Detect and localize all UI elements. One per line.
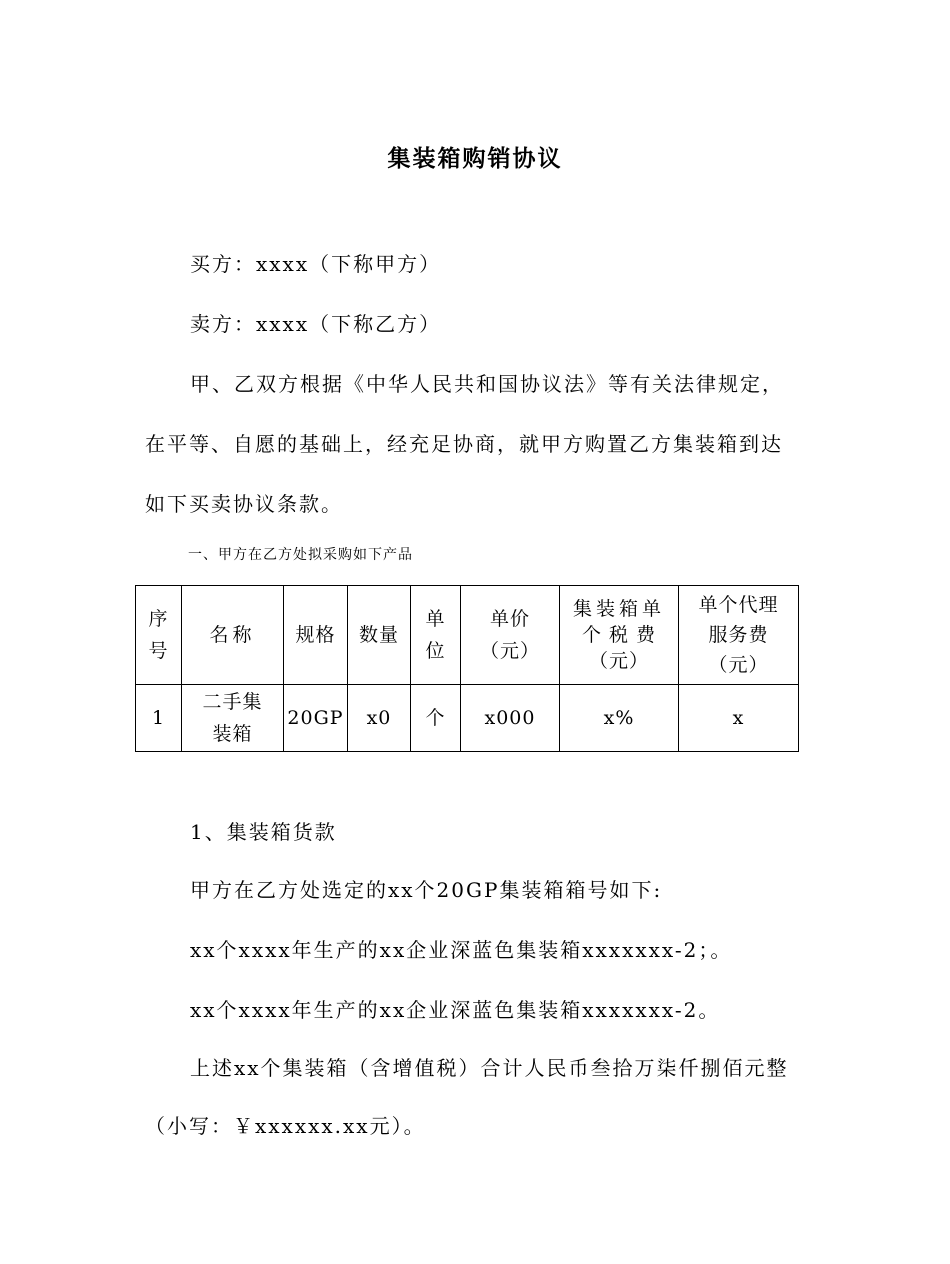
clause-1-paragraph-1: 甲方在乙方处选定的xx个20GP集装箱箱号如下: — [190, 878, 663, 902]
document-title: 集装箱购销协议 — [387, 145, 563, 172]
products-table — [135, 585, 799, 752]
cell-qty: x0 — [348, 685, 411, 752]
header-price-line2: （元） — [479, 640, 540, 662]
header-spec-text: 规格 — [295, 624, 336, 646]
clause-1-heading: 1、集装箱货款 — [190, 820, 337, 844]
table-header-row — [136, 586, 799, 685]
section-1-heading: 一、甲方在乙方处拟采购如下产品 — [188, 547, 413, 563]
header-unit — [411, 586, 461, 685]
cell-agent-fee: x — [679, 685, 799, 752]
header-unit-line1: 单 — [425, 608, 446, 630]
header-tax-line1: 集装箱单 — [572, 598, 665, 620]
header-seq-line1: 序 — [148, 608, 169, 630]
clause-1-paragraph-3: xx个xxxx年生产的xx企业深蓝色集装箱xxxxxxx-2。 — [190, 998, 721, 1022]
clause-1-paragraph-4-line-2: （小写：￥xxxxxx.xx元）。 — [145, 1114, 426, 1138]
clause-1-paragraph-4-line-1: 上述xx个集装箱（含增值税）合计人民币叁拾万柒仟捌佰元整 — [190, 1056, 789, 1080]
cell-price: x000 — [461, 685, 560, 752]
cell-name-line1: 二手集 — [202, 691, 263, 713]
clause-1-paragraph-2: xx个xxxx年生产的xx企业深蓝色集装箱xxxxxxx-2；。 — [190, 938, 733, 962]
header-agent-line2: 服务费 — [708, 624, 769, 646]
header-spec — [284, 586, 348, 685]
intro-line-3: 如下买卖协议条款。 — [145, 492, 343, 516]
header-agent-fee — [679, 586, 799, 685]
cell-name — [182, 685, 284, 752]
cell-spec: 20GP — [284, 685, 348, 752]
header-name-text: 名称 — [209, 624, 256, 646]
cell-unit: 个 — [411, 685, 461, 752]
header-tax-line3: （元） — [588, 650, 649, 672]
cell-seq: 1 — [136, 685, 182, 752]
header-agent-line1: 单个代理 — [698, 594, 779, 616]
cell-name-line2: 装箱 — [212, 723, 253, 745]
cell-tax: x% — [560, 685, 679, 752]
header-unit-line2: 位 — [425, 640, 446, 662]
table-row — [136, 685, 799, 752]
intro-line-1: 甲、乙双方根据《中华人民共和国协议法》等有关法律规定， — [190, 372, 784, 396]
header-tax — [560, 586, 679, 685]
buyer-line: 买方：xxxx（下称甲方） — [190, 252, 442, 276]
header-price-line1: 单价 — [489, 608, 530, 630]
intro-line-2: 在平等、自愿的基础上，经充足协商，就甲方购置乙方集装箱到达 — [145, 432, 783, 456]
header-price — [461, 586, 560, 685]
header-seq — [136, 586, 182, 685]
header-qty — [348, 586, 411, 685]
header-agent-line3: （元） — [708, 654, 769, 676]
header-tax-line2: 个 税 费 — [581, 624, 657, 646]
header-seq-line2: 号 — [148, 640, 169, 662]
header-qty-text: 数量 — [358, 624, 399, 646]
header-name — [182, 586, 284, 685]
seller-line: 卖方：xxxx（下称乙方） — [190, 312, 442, 336]
